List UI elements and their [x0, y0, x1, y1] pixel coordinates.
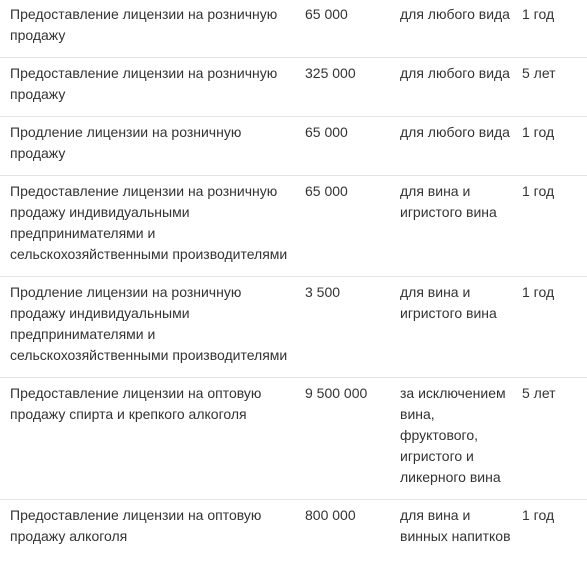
license-term: 1 год — [520, 0, 587, 58]
license-scope: для вина и винных напитков — [400, 507, 511, 544]
license-term: 5 лет — [520, 378, 587, 500]
license-fee-amount: 9 500 000 — [303, 378, 398, 500]
license-description: Предоставление лицензии на розничную продажу — [0, 58, 303, 117]
license-term: 1 год — [520, 117, 587, 176]
license-description: Продление лицензии на розничную продажу индивидуальными предпринимателями и сельскохозяйственными производителями — [0, 277, 303, 378]
table-row — [0, 58, 587, 117]
license-fee-amount: 65 000 — [303, 0, 398, 58]
license-description: Предоставление лицензии на розничную продажу индивидуальными предпринимателями и сельскохозяйственными производителями — [0, 176, 303, 277]
license-fee-amount: 3 500 — [303, 277, 398, 378]
license-fee-amount: 325 000 — [303, 58, 398, 117]
license-scope: за исключением вина, фруктового, игристого и ликерного вина — [398, 378, 520, 500]
table-row — [0, 0, 587, 58]
table-row — [0, 117, 587, 176]
license-term: 1 год — [520, 277, 587, 378]
license-fee-amount: 65 000 — [303, 117, 398, 176]
license-scope: для любого вида — [398, 0, 520, 58]
license-description: Предоставление лицензии на оптовую продажу спирта и крепкого алкоголя — [0, 378, 303, 500]
license-scope: для любого вида — [398, 58, 520, 117]
license-term: 5 лет — [520, 58, 587, 117]
table-row — [0, 500, 587, 559]
license-term: 1 год — [520, 176, 587, 277]
license-scope: для любого вида — [398, 117, 520, 176]
license-fee-amount: 800 000 — [305, 507, 356, 523]
license-term: 1 год — [522, 507, 555, 523]
table-row — [0, 176, 587, 277]
license-fee-amount: 65 000 — [303, 176, 398, 277]
license-description: Продление лицензии на розничную продажу — [0, 117, 303, 176]
license-description: Предоставление лицензии на розничную продажу — [0, 0, 303, 58]
table-row — [0, 277, 587, 378]
license-scope: для вина и игристого вина — [398, 176, 520, 277]
table-row — [0, 378, 587, 500]
license-description: Предоставление лицензии на оптовую продажу алкоголя — [10, 507, 262, 544]
license-scope: для вина и игристого вина — [398, 277, 520, 378]
